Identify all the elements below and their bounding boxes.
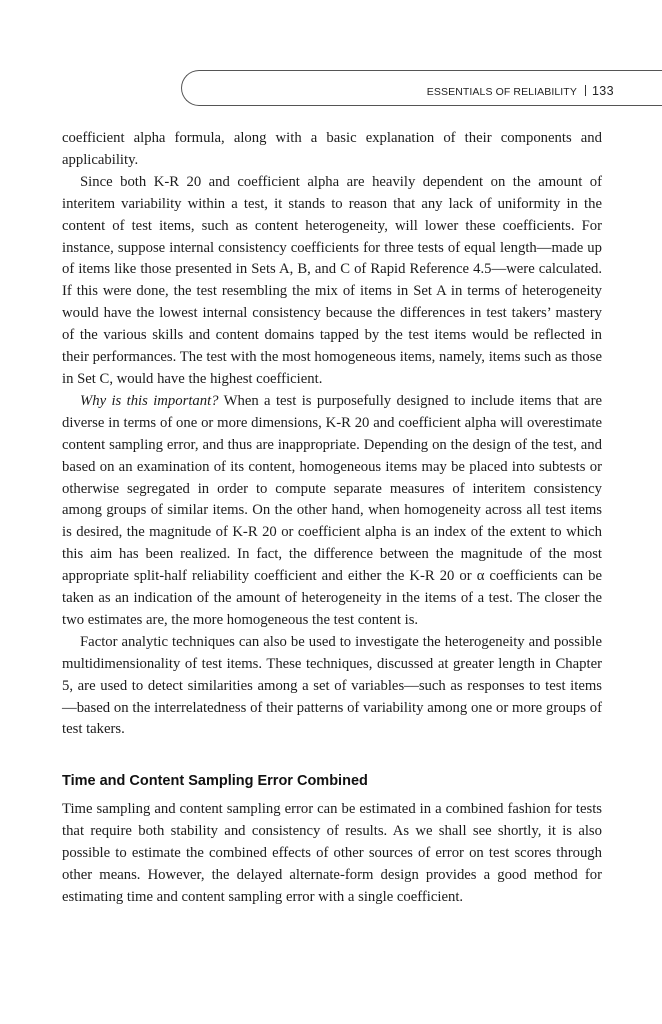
page-number: 133	[591, 84, 614, 98]
paragraph-why-important	[62, 391, 602, 632]
section-paragraph: Time sampling and content sampling error can be estimated in a combined fashion for tests that require both stability and consistency of results. As we shall see shortly, it is also possible to estimate the combined effects of other sources of error on test scores through other means. However, the delayed alternate-form design provides a good method for estimating time and content sampling error with a single coefficient.	[62, 801, 602, 905]
running-header	[427, 84, 614, 98]
why-important-text: When a test is purposefully designed to include items that are diverse in terms of one or more dimensions, K-R 20 and coefficient alpha will overestimate content sampling error, and thus are inappropriate. Depending on the design of the test, and based on an examination of its content, homogeneous items may be placed into subtests or otherwise segregated in order to compute separate measures of interitem consistency among groups of similar items. On the other hand, when homogeneity across all test items is desired, the magnitude of K-R 20 or coefficient alpha is an index of the extent to which this aim has been realized. In fact, the difference between the magnitude of the most appropriate split-half reliability coefficient and either the K-R 20 or α coefficients can be taken as an indication of the amount of heterogeneity in the items of a test. The closer the two estimates are, the more homogeneous the test content is.	[62, 392, 602, 628]
paragraph-factor-analytic: Factor analytic techniques can also be used to investigate the heterogeneity and possible multidimensionality of test items. These techniques, discussed at greater length in Chapter 5, are used to detect similarities among a set of variables—such as responses to test items—based on the interrelatedness of their patterns of variability among one or more groups of test takers.	[62, 633, 602, 738]
header-divider	[585, 85, 586, 96]
paragraph-content-heterogeneity: Since both K-R 20 and coefficient alpha are heavily dependent on the amount of interitem variability within a test, it stands to reason that any lack of uniformity in the content of test items, such as content heterogeneity, will lower these coefficients. For instance, suppose internal consistency coefficients for three tests of equal length—made up of items like those presented in Sets A, B, and C of Rapid Reference 4.5—were calculated. If this were done, the test resembling the mix of items in Set A in terms of heterogeneity would have the lowest internal consistency because the differences in test takers’ mastery of the various skills and content domains tapped by the test items would be reflected in their performances. The test with the most homogeneous items, namely, items such as those in Set C, would have the highest coefficient.	[62, 173, 602, 387]
paragraph-continued: coefficient alpha formula, along with a basic explanation of their components and applicability.	[62, 130, 602, 168]
running-title: ESSENTIALS OF RELIABILITY	[426, 86, 577, 98]
why-important-lead: Why is this important?	[80, 392, 219, 409]
section-heading: Time and Content Sampling Error Combined	[62, 773, 368, 790]
page-body	[62, 128, 602, 909]
